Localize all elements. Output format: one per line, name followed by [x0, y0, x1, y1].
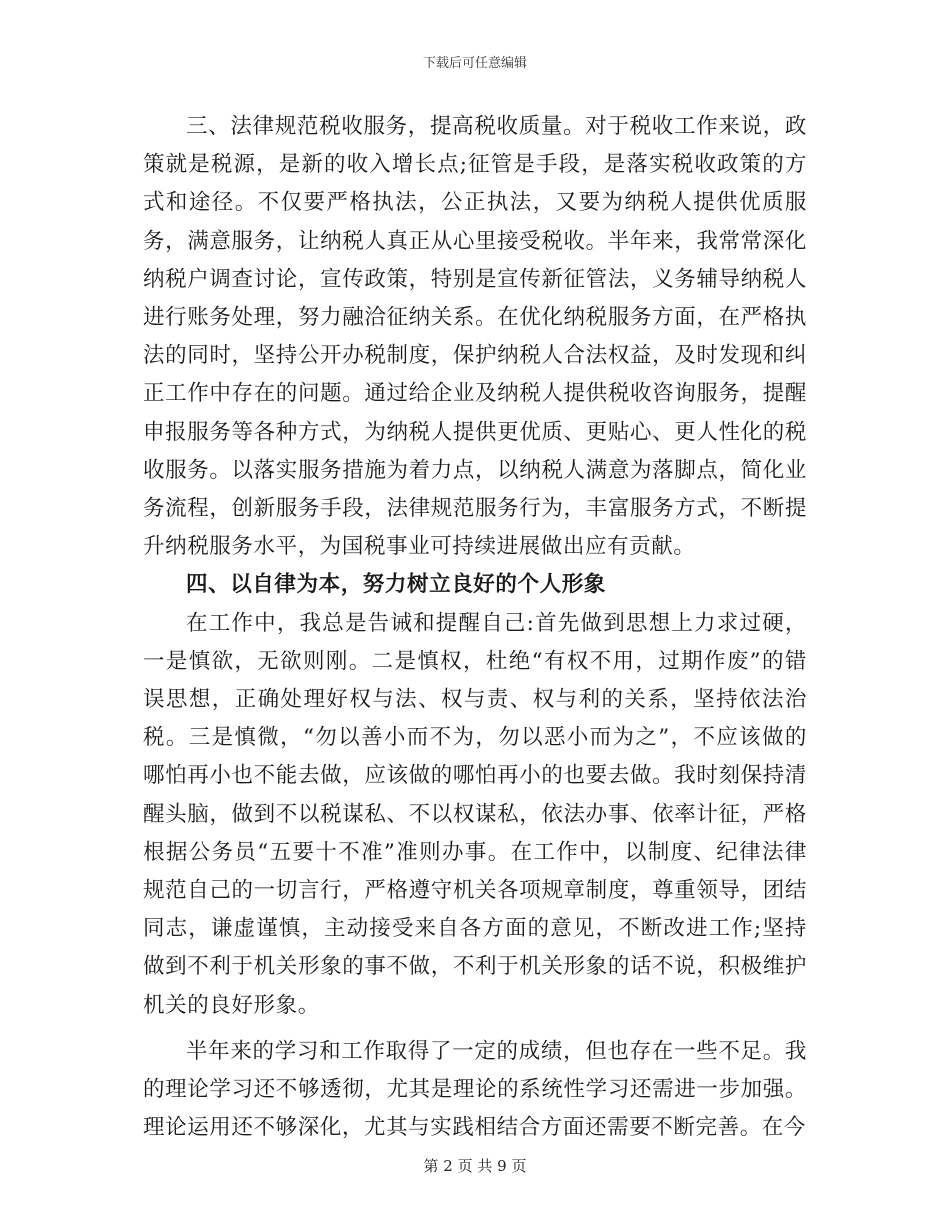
header-note: 下载后可任意编辑: [422, 56, 527, 71]
page-number: 第 2 页 共 9 页: [423, 1157, 527, 1175]
paragraph-shortcomings: 半年来的学习和工作取得了一定的成绩，但也存在一些不足。我的理论学习还不够透彻，尤其是理论的系统性学习还需进一步加强。理论运用还不够深化，尤其与实践相结合方面还需要不断完善。在今: [143, 1038, 807, 1141]
section-heading-self-discipline: 四、以自律为本，努力树立良好的个人形象: [186, 572, 606, 598]
document-body: [143, 108, 807, 1147]
paragraph-self-discipline: 在工作中，我总是告诫和提醒自己:首先做到思想上力求过硬，一是慎欲，无欲则刚。二是慎权，杜绝“有权不用，过期作废”的错误思想，正确处理好权与法、权与责、权与利的关系，坚持依法治税。三是慎微，“勿以善小而不为，勿以恶小而为之”，不应该做的哪怕再小也不能去做，应该做的哪怕再小的也要去做。我时刻保持清醒头脑，做到不以税谋私、不以权谋私，依法办事、依率计征，严格根据公务员“五要十不准”准则办事。在工作中，以制度、纪律法律规范自己的一切言行，严格遵守机关各项规章制度，尊重领导，团结同志，谦虚谨慎，主动接受来自各方面的意见，不断改进工作;坚持做到不利于机关形象的事不做，不利于机关形象的话不说，积极维护机关的良好形象。: [143, 610, 807, 1018]
paragraph-tax-service: 三、法律规范税收服务，提高税收质量。对于税收工作来说，政策就是税源，是新的收入增长点;征管是手段，是落实税收政策的方式和途径。不仅要严格执法，公正执法，又要为纳税人提供优质服务，满意服务，让纳税人真正从心里接受税收。半年来，我常常深化纳税户调查讨论，宣传政策，特别是宣传新征管法，义务辅导纳税人进行账务处理，努力融洽征纳关系。在优化纳税服务方面，在严格执法的同时，坚持公开办税制度，保护纳税人合法权益，及时发现和纠正工作中存在的问题。通过给企业及纳税人提供税收咨询服务，提醒申报服务等各种方式，为纳税人提供更优质、更贴心、更人性化的税收服务。以落实服务措施为着力点，以纳税人满意为落脚点，简化业务流程，创新服务手段，法律规范服务行为，丰富服务方式，不断提升纳税服务水平，为国税事业可持续进展做出应有贡献。: [143, 114, 807, 560]
